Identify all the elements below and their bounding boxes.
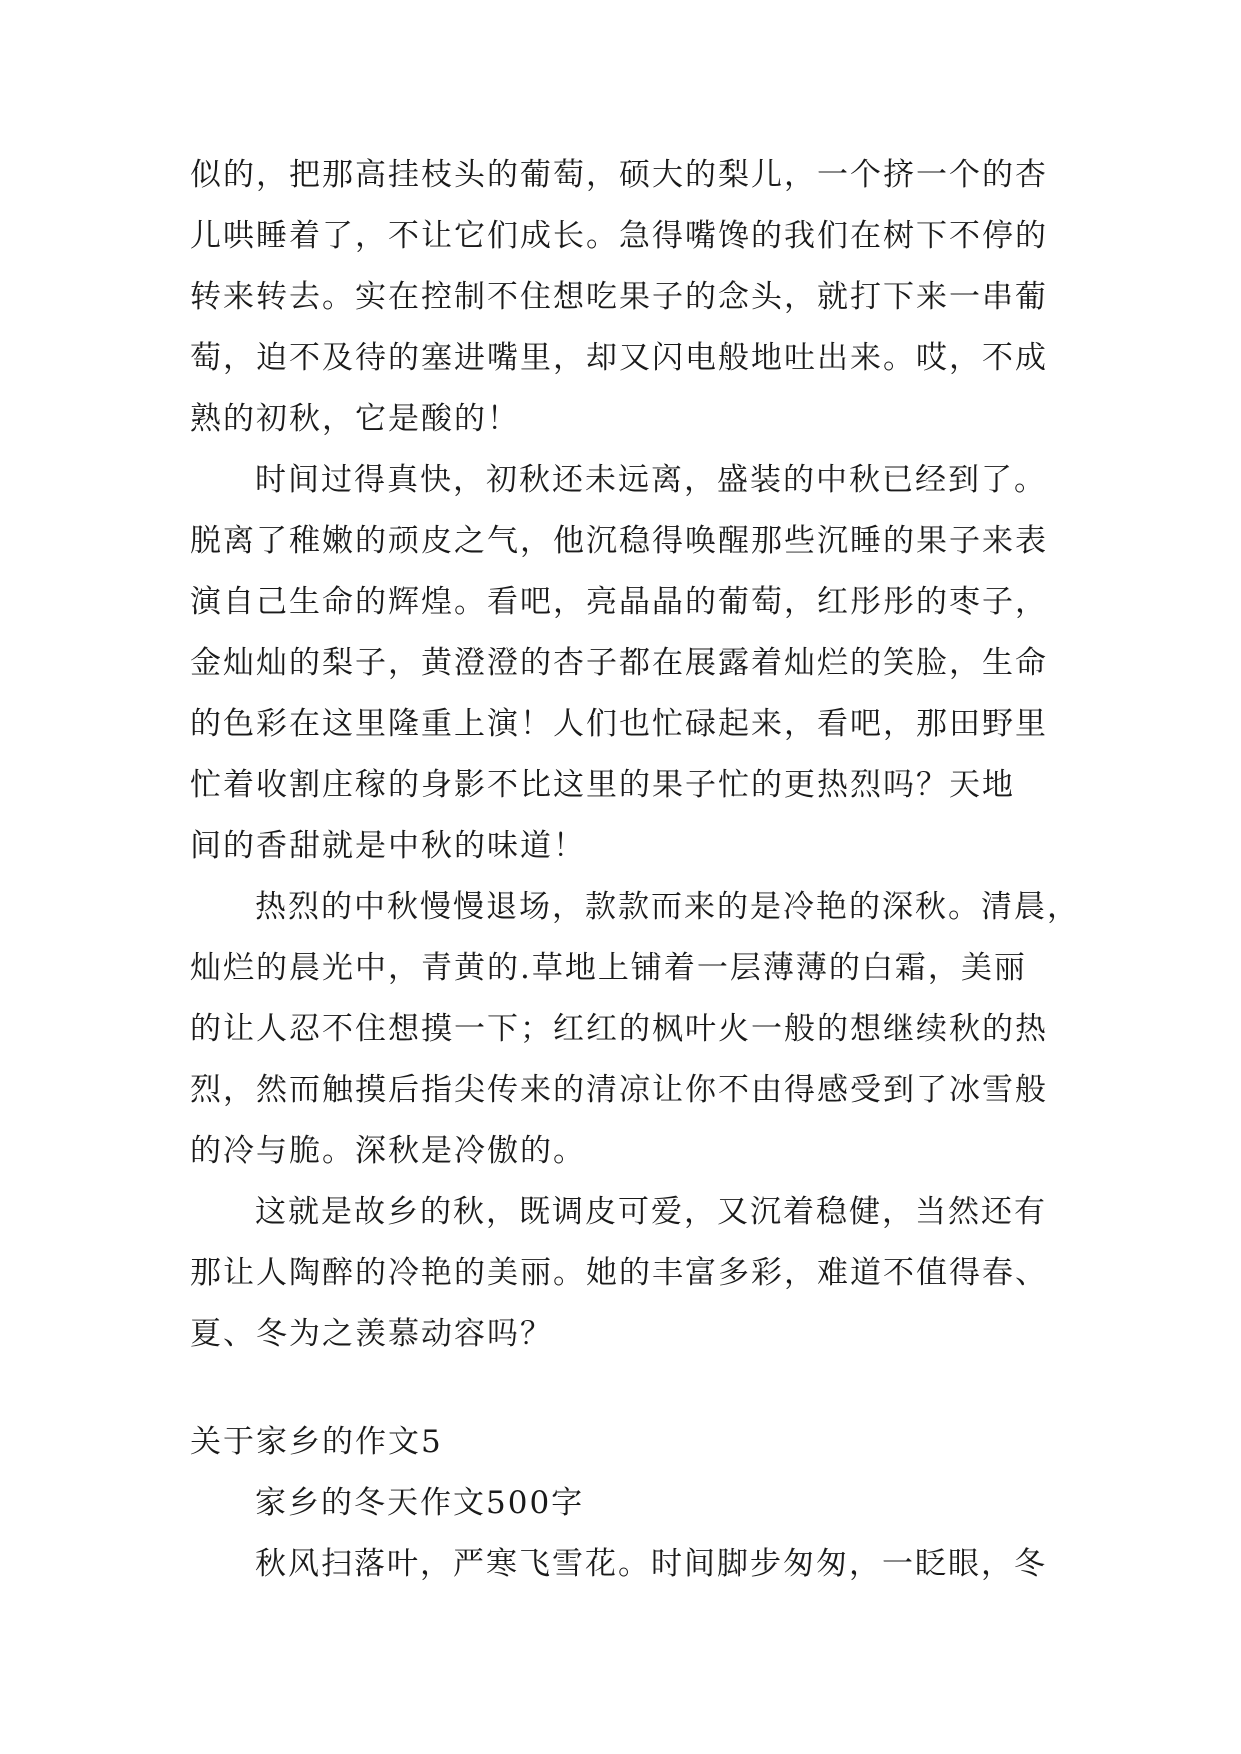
essay-title: 家乡的冬天作文500字 xyxy=(255,1485,585,1521)
paragraph-1 xyxy=(190,145,1070,450)
text-line: 灿烂的晨光中，青黄的.草地上铺着一层薄薄的白霜，美丽 xyxy=(190,950,1027,986)
paragraph-4 xyxy=(190,1182,1070,1365)
text-line: 似的，把那高挂枝头的葡萄，硕大的梨儿，一个挤一个的杏 xyxy=(190,157,1048,193)
text-line: 脱离了稚嫩的顽皮之气，他沉稳得唤醒那些沉睡的果子来表 xyxy=(190,523,1048,559)
text-line: 烈，然而触摸后指尖传来的清凉让你不由得感受到了冰雪般 xyxy=(190,1072,1048,1108)
text-line: 忙着收割庄稼的身影不比这里的果子忙的更热烈吗？天地 xyxy=(190,767,1015,803)
text-line: 转来转去。实在控制不住想吃果子的念头，就打下来一串葡 xyxy=(190,279,1048,315)
section-heading: 关于家乡的作文5 xyxy=(190,1424,443,1460)
text-line: 时间过得真快，初秋还未远离，盛装的中秋已经到了。 xyxy=(255,462,1047,498)
paragraph-2 xyxy=(190,450,1070,877)
paragraph-3 xyxy=(190,877,1080,1182)
text-line: 这就是故乡的秋，既调皮可爱，又沉着稳健，当然还有 xyxy=(255,1194,1047,1230)
text-line: 秋风扫落叶，严寒飞雪花。时间脚步匆匆，一眨眼，冬 xyxy=(255,1546,1047,1582)
text-line: 那让人陶醉的冷艳的美丽。她的丰富多彩，难道不值得春、 xyxy=(190,1255,1048,1291)
text-line: 的冷与脆。深秋是冷傲的。 xyxy=(190,1133,586,1169)
text-line: 夏、冬为之羡慕动容吗？ xyxy=(190,1316,553,1352)
text-line: 演自己生命的辉煌。看吧，亮晶晶的葡萄，红彤彤的枣子， xyxy=(190,584,1048,620)
text-line: 萄，迫不及待的塞进嘴里，却又闪电般地吐出来。哎，不成 xyxy=(190,340,1048,376)
essay-block xyxy=(190,1473,1070,1595)
text-line: 金灿灿的梨子，黄澄澄的杏子都在展露着灿烂的笑脸，生命 xyxy=(190,645,1048,681)
text-line: 间的香甜就是中秋的味道！ xyxy=(190,828,586,864)
text-line: 儿哄睡着了，不让它们成长。急得嘴馋的我们在树下不停的 xyxy=(190,218,1048,254)
text-line: 的让人忍不住想摸一下；红红的枫叶火一般的想继续秋的热 xyxy=(190,1011,1048,1047)
text-line: 熟的初秋，它是酸的！ xyxy=(190,401,520,437)
text-line: 热烈的中秋慢慢退场，款款而来的是冷艳的深秋。清晨， xyxy=(255,889,1080,925)
text-line: 的色彩在这里隆重上演！人们也忙碌起来，看吧，那田野里 xyxy=(190,706,1048,742)
